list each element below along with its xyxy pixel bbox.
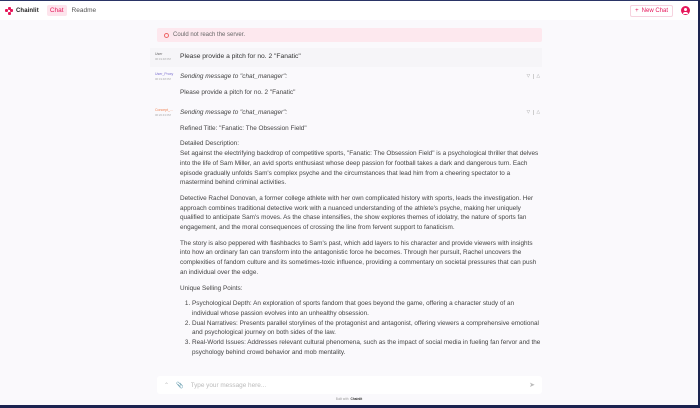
message-header: Sending message to "chat_manager":	[180, 109, 288, 116]
brand-name: Chainlit	[16, 7, 39, 14]
new-chat-label: New Chat	[641, 7, 668, 14]
thumbs-up-icon[interactable]: △	[536, 73, 540, 78]
error-banner	[157, 28, 542, 42]
usp-item: 3. Real-World Issues: Addresses relevant cultural phenomena, such as the impact of social media in fueling fan fervor and the psychology behind crowd behavior and mob mentality.	[192, 338, 542, 357]
header	[0, 1, 698, 20]
chat-area	[0, 20, 698, 371]
alert-circle-icon	[164, 33, 169, 38]
message-user	[150, 48, 542, 67]
divider	[533, 110, 534, 115]
message-author: User	[155, 52, 163, 56]
thumbs-up-icon[interactable]: △	[536, 109, 540, 114]
divider	[533, 74, 534, 79]
refined-title: Refined Title: "Fanatic: The Obsession Field"	[180, 124, 307, 132]
message-time: 06:19:48 PM	[155, 77, 171, 81]
chainlit-logo-icon	[5, 7, 13, 15]
usp-list	[180, 299, 542, 357]
message-user-proxy	[150, 72, 542, 103]
tab-readme[interactable]: Readme	[71, 7, 97, 14]
message-author: Concept_...	[155, 108, 173, 112]
description-paragraph-3: The story is also peppered with flashbacks to Sam's past, which add layers to his character and provide viewers with insights into how an ordinary fan can transform into the antagonistic force he becomes. Through her pursuit, Rachel uncovers the complexities of fandom culture and its sometimes-toxic influence, providing a commentary on societal pressures that can push an individual over the edge.	[180, 239, 537, 276]
paperclip-icon[interactable]: 📎	[176, 382, 184, 389]
send-icon[interactable]: ➤	[529, 382, 535, 389]
description-paragraph-1: Set against the electrifying backdrop of competitive sports, "Fanatic: The Obsession Field" is a psychological thriller that delves into the life of Sam Miller, an avid sports enthusiast whose deep passion for football takes a dark and dangerous turn. Each episode gradually unfolds Sam's complex psyche and the circumstances that lead him from a cheering spectator to a mastermind behind criminal activities.	[180, 150, 539, 187]
user-avatar-icon[interactable]	[681, 6, 690, 15]
usp-item: 1. Psychological Depth: An exploration of sports fandom that goes beyond the game, offering a character study of an individual whose passion evolves into an unhealthy obsession.	[192, 299, 542, 318]
description-heading: Detailed Description:	[180, 140, 239, 148]
built-with-label: Built with	[335, 397, 349, 401]
composer	[157, 376, 542, 394]
message-time: 06:19:48 PM	[155, 57, 171, 61]
message-concept	[150, 108, 542, 357]
thumbs-down-icon[interactable]: ▽	[526, 73, 531, 78]
tab-chat[interactable]: Chat	[47, 5, 67, 16]
message-text: Please provide a pitch for no. 2 "Fanatic"	[180, 88, 296, 96]
message-header: Sending message to "chat_manager":	[180, 73, 288, 80]
logo[interactable]	[5, 7, 39, 15]
footer-brand[interactable]: Chainlit	[350, 397, 363, 401]
plus-icon: +	[635, 7, 639, 14]
footer	[0, 397, 698, 401]
chevrons-up-icon[interactable]: ⌃	[164, 382, 170, 389]
usp-item: 2. Dual Narratives: Presents parallel storylines of the protagonist and antagonist, offering viewers a comprehensive emotional and psychological journey on both sides of the law.	[192, 319, 542, 338]
message-time: 06:20:43 PM	[155, 113, 171, 117]
error-text: Could not reach the server.	[173, 32, 246, 38]
message-input[interactable]	[191, 382, 523, 389]
message-text: Please provide a pitch for no. 2 "Fanatic"	[180, 53, 301, 60]
new-chat-button[interactable]	[630, 5, 673, 17]
message-author: User_Proxy	[155, 72, 174, 76]
description-paragraph-2: Detective Rachel Donovan, a former college athlete with her own complicated history with sports, leads the investigation. Her approach combines traditional detective work with a nuanced understanding of the athlete's psyche, making her uniquely qualified to anticipate Sam's moves. As the chase intensifies, the show explores themes of idolatry, the nature of sports fan engagement, and the moral consequences of crossing the line from fervent support to fanaticism.	[180, 194, 534, 232]
usp-heading: Unique Selling Points:	[180, 284, 243, 292]
thumbs-down-icon[interactable]: ▽	[526, 109, 531, 114]
